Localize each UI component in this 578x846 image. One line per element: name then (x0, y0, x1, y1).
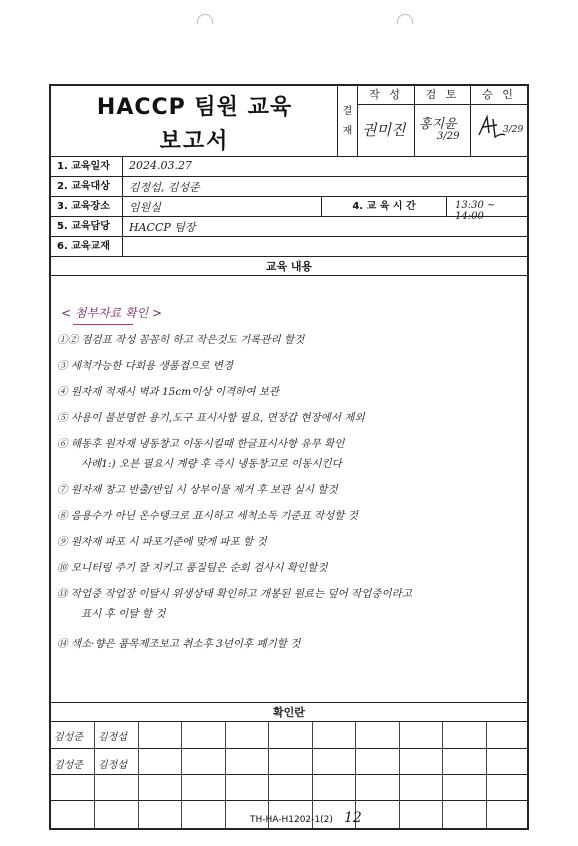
item-line: ⑬ 작업중 작업장 이탈시 위생상태 확인하고 개봉된 원료는 덮어 작업중이라고 (57, 588, 412, 600)
page-title: HACCP 팀원 교육 (96, 95, 293, 120)
confirm-signature: 김성준 (54, 732, 83, 743)
grid-col (94, 722, 95, 828)
approval-approver-header: 승 인 (471, 86, 527, 105)
date-label: 1. 교육일자 (51, 157, 123, 176)
reviewer-signature: 홍지윤 (419, 117, 457, 132)
punch-hole-right (397, 14, 413, 24)
item-line: ④ 원자재 적재시 벽과 15cm이상 이격하여 보관 (57, 386, 280, 398)
grid-line (51, 800, 527, 801)
confirm-header: 확인란 (51, 702, 527, 722)
item-line: ⑨ 원자재 파포 시 파포기준에 맞게 파포 할 것 (57, 536, 267, 548)
approval-writer (358, 86, 415, 156)
grid-col (312, 722, 313, 828)
content-subtitle: < 첨부자료 확인 > (61, 306, 163, 320)
time-value: 13:30 ~ 14:00 (455, 200, 496, 222)
grid-col (399, 722, 400, 828)
grid-col (442, 722, 443, 828)
place-label: 3. 교육장소 (51, 197, 123, 216)
info-row-target (51, 176, 527, 196)
date-value: 2024.03.27 (129, 159, 192, 172)
report-form (49, 84, 529, 830)
confirm-signature: 김성준 (54, 760, 83, 771)
target-label: 2. 교육대상 (51, 177, 123, 196)
writer-signature: 권미진 (362, 121, 406, 139)
info-row-date (51, 156, 527, 176)
note-line: 표시 후 이탈 할 것 (81, 608, 166, 620)
grid-col (225, 722, 226, 828)
instructor-label: 5. 교육담당 (51, 217, 123, 236)
item-line: ③ 세척가능한 다회용 생품접으로 변경 (57, 360, 233, 372)
target-value: 김정섭, 김성준 (129, 181, 200, 194)
approval-label: 결재 (338, 86, 358, 156)
grid-col (138, 722, 139, 828)
confirm-signature: 김정섭 (98, 760, 127, 771)
approval-writer-sign (358, 105, 414, 155)
item-line: ⑭ 색소·향은 품목제조보고 취소후 3년이후 폐기할 것 (57, 638, 301, 650)
instructor-value: HACCP 팀장 (129, 221, 196, 234)
reviewer-date: 3/29 (437, 131, 460, 142)
item-line: ⑥ 해동후 원자재 냉동창고 이동시킬때 한글표시사항 유무 확인 (57, 438, 345, 450)
time-label-cell: 4. 교 육 시 간 (321, 197, 447, 216)
place-value: 임원실 (129, 201, 161, 214)
item-line: ⑤ 사용이 불분명한 용기,도구 표시사항 필요, 면장갑 현장에서 제외 (57, 412, 365, 424)
confirm-grid (51, 722, 527, 828)
info-row-material (51, 236, 527, 256)
grid-col (486, 722, 487, 828)
grid-col (181, 722, 182, 828)
item-line: ⑦ 원자재 창고 반출/반입 시 상부이물 제거 후 보관 실시 할것 (57, 484, 338, 496)
approval-approver (471, 86, 527, 156)
content-body (51, 296, 527, 702)
page-subtitle: 보고서 (159, 129, 230, 154)
content-header: 교육 내용 (51, 256, 527, 276)
material-label: 6. 교육교재 (51, 237, 123, 256)
info-row-place (51, 196, 527, 222)
approval-reviewer-header: 검 토 (415, 86, 470, 105)
form-code: TH-HA-H1202-1(2) (250, 815, 333, 825)
approver-date: 3/29 (503, 125, 524, 135)
title-cell (51, 86, 338, 156)
confirm-signature: 김정섭 (98, 732, 127, 743)
info-row-instructor (51, 216, 527, 236)
punch-hole-left (197, 14, 213, 24)
approval-reviewer (415, 86, 471, 156)
note-line: 사례1:) 오븐 필요시 계량 후 즉시 냉동창고로 이동시킨다 (81, 458, 342, 470)
item-line: ⑩ 모니터링 주기 잘 지키고 품질팀은 순회 검사시 확인할것 (57, 562, 328, 574)
approval-approver-sign (471, 105, 527, 155)
grid-col (268, 722, 269, 828)
grid-line (51, 748, 527, 749)
item-line: ⑧ 음용수가 아닌 온수탱크로 표시하고 세척소독 기준표 작성할 것 (57, 510, 358, 522)
content-subtitle-underline (73, 324, 133, 325)
approval-writer-header: 작 성 (358, 86, 414, 105)
grid-line (51, 774, 527, 775)
item-line: ①② 점검표 작성 꼼꼼히 하고 작은것도 기록관리 할것 (57, 334, 305, 346)
approval-reviewer-sign (415, 105, 470, 155)
page-number: 12 (344, 810, 362, 826)
